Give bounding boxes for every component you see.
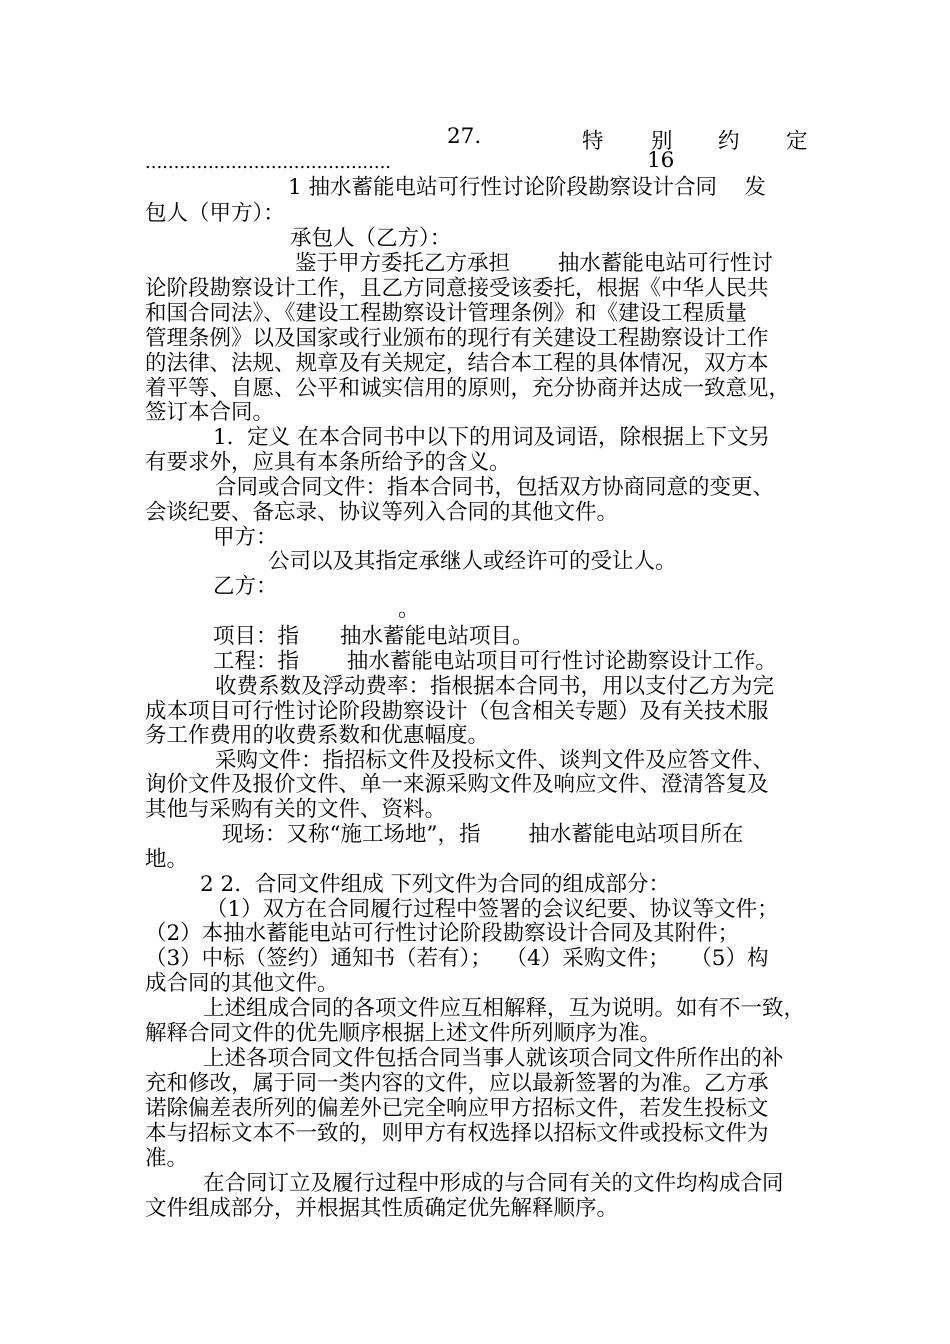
text-line: 其他与采购有关的文件、资料。 <box>145 797 447 822</box>
text-line: 的法律、法规、规章及有关规定，结合本工程的具体情况，双方本 <box>145 351 769 376</box>
text-line: 包人（甲方）： <box>145 201 285 226</box>
text-line: 成合同的其他文件。 <box>145 971 339 996</box>
text-line: 收费系数及浮动费率：指根据本合同书，用以支付乙方为完 <box>215 674 775 699</box>
contract-title-line: 1 抽水蓄能电站可行性讨论阶段勘察设计合同 发 <box>288 175 766 200</box>
text-line: 着平等、自愿、公平和诚实信用的原则，充分协商并达成一致意见， <box>145 376 791 401</box>
toc-leader: ........................................... <box>145 152 392 173</box>
text-line: 有要求外，应具有本条所给予的含义。 <box>145 450 511 475</box>
toc-page-number: 16 <box>647 148 675 173</box>
text-line: 上述组成合同的各项文件应互相解释，互为说明。如有不一致， <box>203 996 806 1021</box>
text-line: 准。 <box>145 1146 189 1171</box>
section-heading: 1. 定义 在本合同书中以下的用词及词语，除根据上下文另 <box>213 425 771 450</box>
toc-char: 别 <box>651 129 673 154</box>
toc-char: 约 <box>718 129 740 154</box>
text-line: 现场：又称“施工场地”，指 抽水蓄能电站项目所在 <box>222 822 744 847</box>
text-line: 在合同订立及履行过程中形成的与合同有关的文件均构成合同 <box>203 1171 784 1196</box>
text-line: 论阶段勘察设计工作，且乙方同意接受该委托，根据《中华人民共 <box>145 276 769 301</box>
section-heading: 2 2. 合同文件组成 下列文件为合同的组成部分： <box>200 872 671 897</box>
text-line: 合同或合同文件：指本合同书，包括双方协商同意的变更、 <box>215 475 775 500</box>
text-line: 会谈纪要、备忘录、协议等列入合同的其他文件。 <box>145 500 619 525</box>
text-line: 乙方： <box>213 574 278 599</box>
text-line: 。 <box>398 597 420 622</box>
text-line: 成本项目可行性讨论阶段勘察设计（包含相关专题）及有关技术服 <box>145 699 769 724</box>
toc-char: 定 <box>786 129 808 154</box>
text-line: 签订本合同。 <box>145 400 275 425</box>
text-line: 工程：指 抽水蓄能电站项目可行性讨论勘察设计工作。 <box>213 649 777 674</box>
text-line: 采购文件：指招标文件及投标文件、谈判文件及应答文件、 <box>215 748 775 773</box>
list-item: （2）本抽水蓄能电站可行性讨论阶段勘察设计合同及其附件； <box>145 921 740 946</box>
text-line: 务工作费用的收费系数和优惠幅度。 <box>145 723 490 748</box>
text-line: 本与招标文本不一致的，则甲方有权选择以招标文件或投标文件为 <box>145 1121 769 1146</box>
text-line: 承包人（乙方）： <box>290 226 452 251</box>
text-line: 询价文件及报价文件、单一来源采购文件及响应文件、澄清答复及 <box>145 772 769 797</box>
list-item: （1）双方在合同履行过程中签署的会议纪要、协议等文件； <box>206 897 779 922</box>
text-line: 上述各项合同文件包括合同当事人就该项合同文件所作出的补 <box>203 1046 784 1071</box>
text-line: 地。 <box>145 847 189 872</box>
text-line: 鉴于甲方委托乙方承担 抽水蓄能电站可行性讨 <box>295 251 773 276</box>
text-line: 充和修改，属于同一类内容的文件，应以最新签署的为准。乙方承 <box>145 1071 769 1096</box>
text-line: 公司以及其指定承继人或经许可的受让人。 <box>268 549 677 574</box>
text-line: 诺除偏差表所列的偏差外已完全响应甲方招标文件，若发生投标文 <box>145 1096 769 1121</box>
list-item: （3）中标（签约）通知书（若有）； （4）采购文件； （5）构 <box>145 946 769 971</box>
text-line: 项目：指 抽水蓄能电站项目。 <box>213 624 534 649</box>
text-line: 文件组成部分，并根据其性质确定优先解释顺序。 <box>145 1196 619 1221</box>
text-line: 甲方： <box>213 525 278 550</box>
toc-number: 27. <box>447 124 482 149</box>
text-line: 解释合同文件的优先顺序根据上述文件所列顺序为准。 <box>145 1021 662 1046</box>
text-line: 和国合同法》、《建设工程勘察设计管理条例》和《建设工程质量 <box>145 301 748 326</box>
toc-char: 特 <box>582 129 604 154</box>
text-line: 管理条例》以及国家或行业颁布的现行有关建设工程勘察设计工作 <box>145 326 769 351</box>
